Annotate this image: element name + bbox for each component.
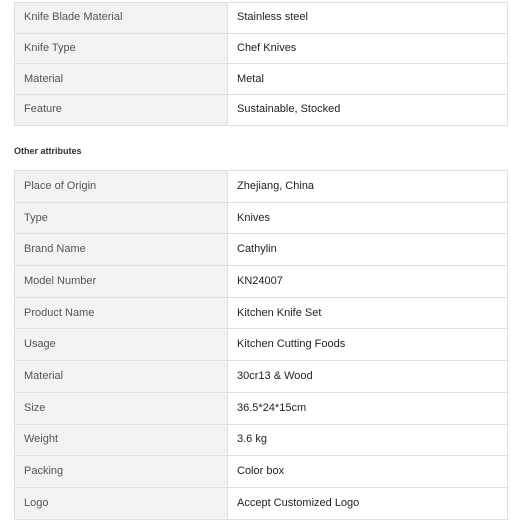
key-attributes-table [14,2,508,126]
table-row [15,392,508,424]
attribute-value: Kitchen Cutting Foods [228,329,508,361]
attribute-key: Place of Origin [15,171,228,203]
attribute-value: Cathylin [228,234,508,266]
attribute-value: Kitchen Knife Set [228,297,508,329]
attribute-key: Brand Name [15,234,228,266]
other-attributes-table [14,170,508,520]
table-row [15,95,508,126]
attribute-value: Chef Knives [228,33,508,64]
attribute-value: Metal [228,64,508,95]
attribute-key: Feature [15,95,228,126]
attribute-key: Weight [15,424,228,456]
attribute-key: Knife Blade Material [15,3,228,34]
attribute-key: Knife Type [15,33,228,64]
attribute-key: Logo [15,487,228,519]
table-row [15,171,508,203]
attribute-value: Stainless steel [228,3,508,34]
section-title-other-attributes: Other attributes [14,146,82,156]
attribute-value: Sustainable, Stocked [228,95,508,126]
table-row [15,329,508,361]
attribute-value: Zhejiang, China [228,171,508,203]
attribute-key: Usage [15,329,228,361]
table-row [15,424,508,456]
table-row [15,64,508,95]
table-row [15,234,508,266]
attribute-value: Accept Customized Logo [228,487,508,519]
attribute-value: 3.6 kg [228,424,508,456]
table-row [15,297,508,329]
attribute-value: 36.5*24*15cm [228,392,508,424]
attribute-key: Material [15,361,228,393]
attribute-key: Model Number [15,266,228,298]
attribute-value: Knives [228,202,508,234]
table-row [15,487,508,519]
attribute-key: Material [15,64,228,95]
attribute-key: Packing [15,456,228,488]
table-row [15,456,508,488]
attribute-value: 30cr13 & Wood [228,361,508,393]
attribute-key: Size [15,392,228,424]
table-row [15,202,508,234]
table-row [15,33,508,64]
attribute-key: Product Name [15,297,228,329]
attribute-value: Color box [228,456,508,488]
table-row [15,361,508,393]
table-row [15,266,508,298]
table-row [15,3,508,34]
attribute-value: KN24007 [228,266,508,298]
attribute-key: Type [15,202,228,234]
